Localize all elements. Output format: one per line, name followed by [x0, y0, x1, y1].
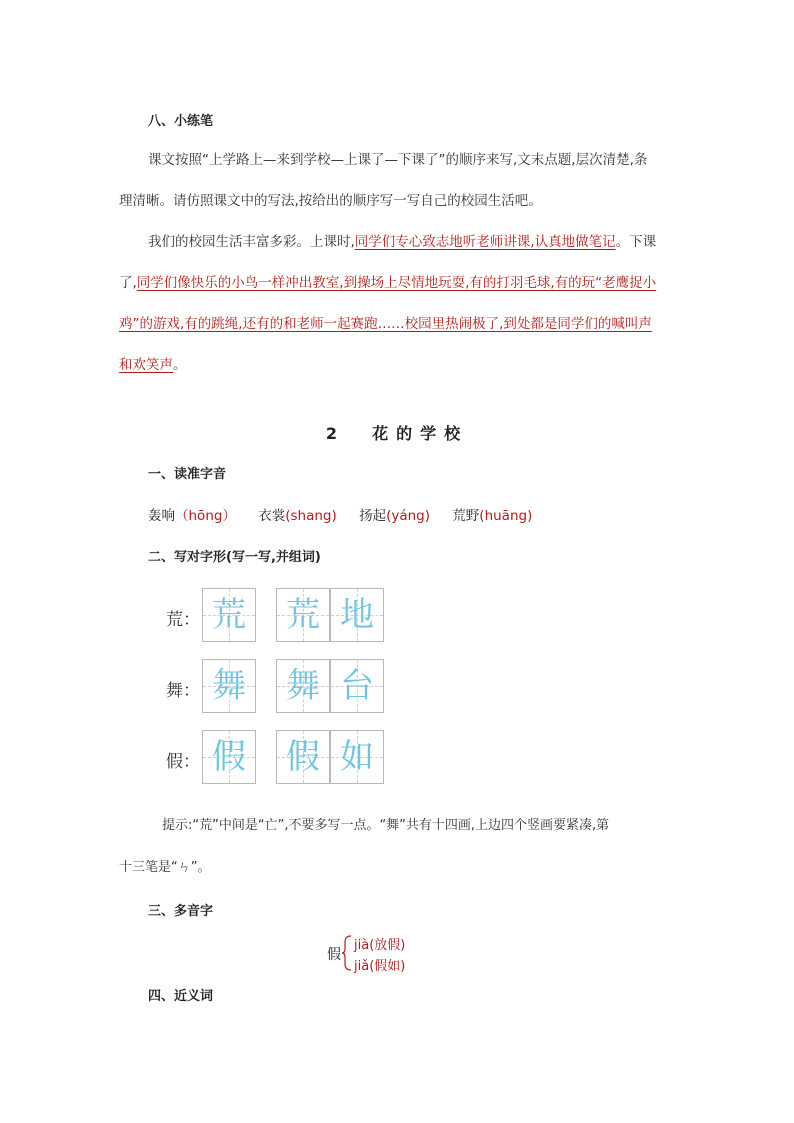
char-label: 荒： [166, 610, 200, 630]
pinyin-word: 轰响 [148, 508, 175, 524]
tracing-grid [202, 588, 256, 642]
reading-example: (放假) [369, 938, 406, 953]
para2-text-h: 。 [173, 357, 187, 373]
tracing-grid [202, 730, 256, 784]
word-grid [330, 588, 384, 642]
section8-para2-line4 [119, 345, 187, 386]
tracing-grid [202, 659, 256, 713]
tip-line2: 十三笔是“ㄣ”。 [119, 860, 211, 875]
reading-pinyin: jià [354, 938, 370, 953]
pinyin-item [148, 508, 236, 524]
word-char: 地 [340, 595, 374, 635]
tip-line1: 提示:“荒”中间是“亡”,不要多写一点。“舞”共有十四画,上边四个竖画要紧凑,第 [162, 818, 610, 833]
para2-answer-a: 同学们专心致志地听老师讲课,认真地做笔记 [354, 234, 616, 250]
section8-para2-line3 [119, 304, 652, 345]
tracing-char: 荒 [212, 595, 246, 635]
word-char: 舞 [286, 666, 320, 706]
pinyin-word: 扬起 [359, 508, 387, 524]
section8-para1-line2: 理清晰。请仿照课文中的写法,按给出的顺序写一写自己的校园生活吧。 [119, 193, 542, 209]
pinyin-item [359, 508, 430, 524]
word-grid [276, 730, 330, 784]
char-label: 舞： [166, 681, 200, 701]
reading-example: (假如) [369, 959, 406, 974]
tracing-char: 假 [212, 737, 246, 777]
para2-answer-e: 同学们像快乐的小鸟一样冲出教室,到操场上尽情地玩耍,有的打羽毛球,有的玩“老鹰捉小 [136, 275, 657, 291]
reading-pinyin: jiǎ [354, 959, 370, 974]
word-char: 荒 [286, 595, 320, 635]
pinyin-item [452, 508, 532, 524]
pinyin-answer: (huāng) [479, 508, 533, 524]
tracing-char: 舞 [212, 666, 246, 706]
section8-heading: 八、小练笔 [148, 114, 214, 129]
polyphone-char: 假 [327, 947, 341, 963]
pinyin-word: 衣裳 [258, 508, 286, 524]
word-grid [330, 659, 384, 713]
pinyin-answer: (yáng) [386, 508, 430, 524]
section8-para2-line1 [148, 222, 656, 263]
para2-text-c: 。下课 [615, 234, 657, 250]
section4-heading: 四、近义词 [148, 989, 214, 1004]
pinyin-word: 荒野 [452, 508, 480, 524]
word-grid [276, 659, 330, 713]
pinyin-list [148, 504, 550, 524]
lesson-title: 2 花的学校 [325, 424, 469, 443]
pinyin-answer: (shang) [285, 508, 337, 524]
word-grid [276, 588, 330, 642]
section3-heading: 三、多音字 [148, 904, 214, 919]
word-char: 如 [340, 737, 374, 777]
para2-answer-f: 鸡”的游戏,有的跳绳,还有的和老师一起赛跑……校园里热闹极了,到处都是同学们的喊叫声 [119, 316, 652, 332]
word-grid [330, 730, 384, 784]
pinyin-answer: （hōng） [175, 508, 236, 524]
reading-2 [354, 955, 405, 974]
reading-1 [354, 934, 405, 953]
pinyin-item [258, 508, 337, 524]
section2-heading: 二、写对字形(写一写,并组词) [148, 550, 321, 565]
section8-para2-line2 [119, 263, 656, 304]
word-char: 假 [286, 737, 320, 777]
para2-text-d: 了, [119, 275, 137, 291]
para2-answer-g: 和欢笑声 [119, 357, 173, 373]
brace-icon [341, 935, 353, 971]
word-char: 台 [340, 666, 374, 706]
para2-text-a: 我们的校园生活丰富多彩。上课时, [148, 234, 355, 250]
section1-heading: 一、读准字音 [148, 467, 227, 482]
section8-para1-line1: 课文按照“上学路上—来到学校—上课了—下课了”的顺序来写,文末点题,层次清楚,条 [148, 152, 648, 168]
char-label: 假： [166, 752, 200, 772]
